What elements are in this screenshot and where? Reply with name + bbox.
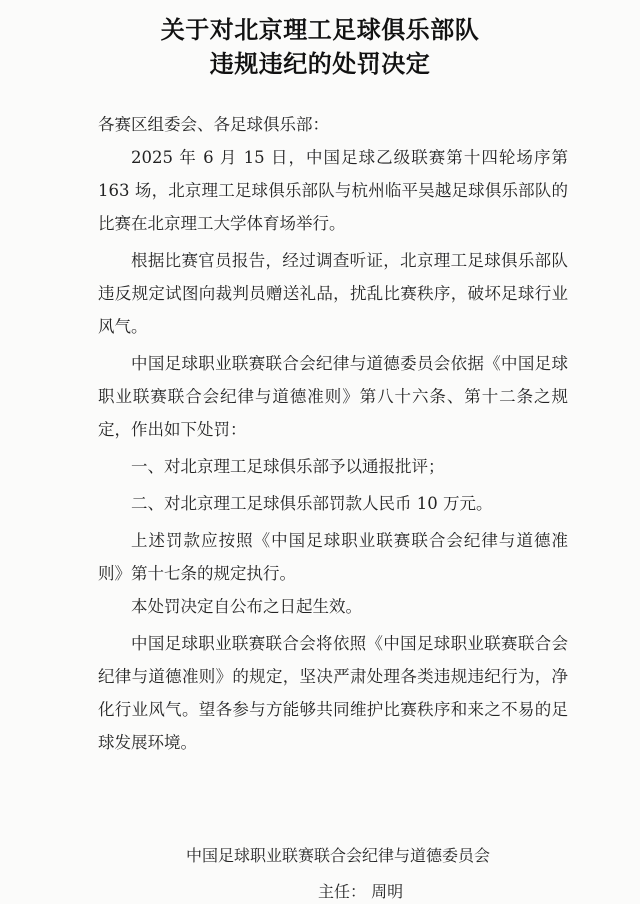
document-body	[98, 108, 568, 759]
paragraph-violation: 根据比赛官员报告，经过调查听证，北京理工足球俱乐部队违反规定试图向裁判员赠送礼品，扰乱比赛秩序，破坏足球行业风气。	[98, 251, 568, 336]
paragraph-decision-basis: 中国足球职业联赛联合会纪律与道德委员会依据《中国足球职业联赛联合会纪律与道德准则》第八十六条、第十二条之规定，作出如下处罚：	[98, 354, 568, 439]
paragraph-closing: 中国足球职业联赛联合会将依照《中国足球职业联赛联合会纪律与道德准则》的规定，坚决严肃处理各类违规违纪行为，净化行业风气。望各参与方能够共同维护比赛秩序和来之不易的足球发展环境。	[98, 634, 568, 752]
paragraph-match-info: 2025 年 6 月 15 日，中国足球乙级联赛第十四轮场序第 163 场，北京理工足球俱乐部队与杭州临平吴越足球俱乐部队的比赛在北京理工大学体育场举行。	[98, 148, 568, 233]
salutation: 各赛区组委会、各足球俱乐部：	[98, 115, 329, 134]
signature-line: 主任： 周明	[318, 882, 404, 901]
penalty-item-1: 一、对北京理工足球俱乐部予以通报批评；	[131, 457, 445, 476]
penalty-item-2: 二、对北京理工足球俱乐部罚款人民币 10 万元。	[131, 494, 493, 513]
document-title-line-2: 违规违纪的处罚决定	[209, 50, 431, 78]
paragraph-effective: 本处罚决定自公布之日起生效。	[131, 597, 362, 616]
issuer-name: 中国足球职业联赛联合会纪律与道德委员会	[186, 846, 491, 865]
document-title-line-1: 关于对北京理工足球俱乐部队	[160, 16, 480, 44]
paragraph-execution: 上述罚款应按照《中国足球职业联赛联合会纪律与道德准则》第十七条的规定执行。	[98, 531, 568, 583]
